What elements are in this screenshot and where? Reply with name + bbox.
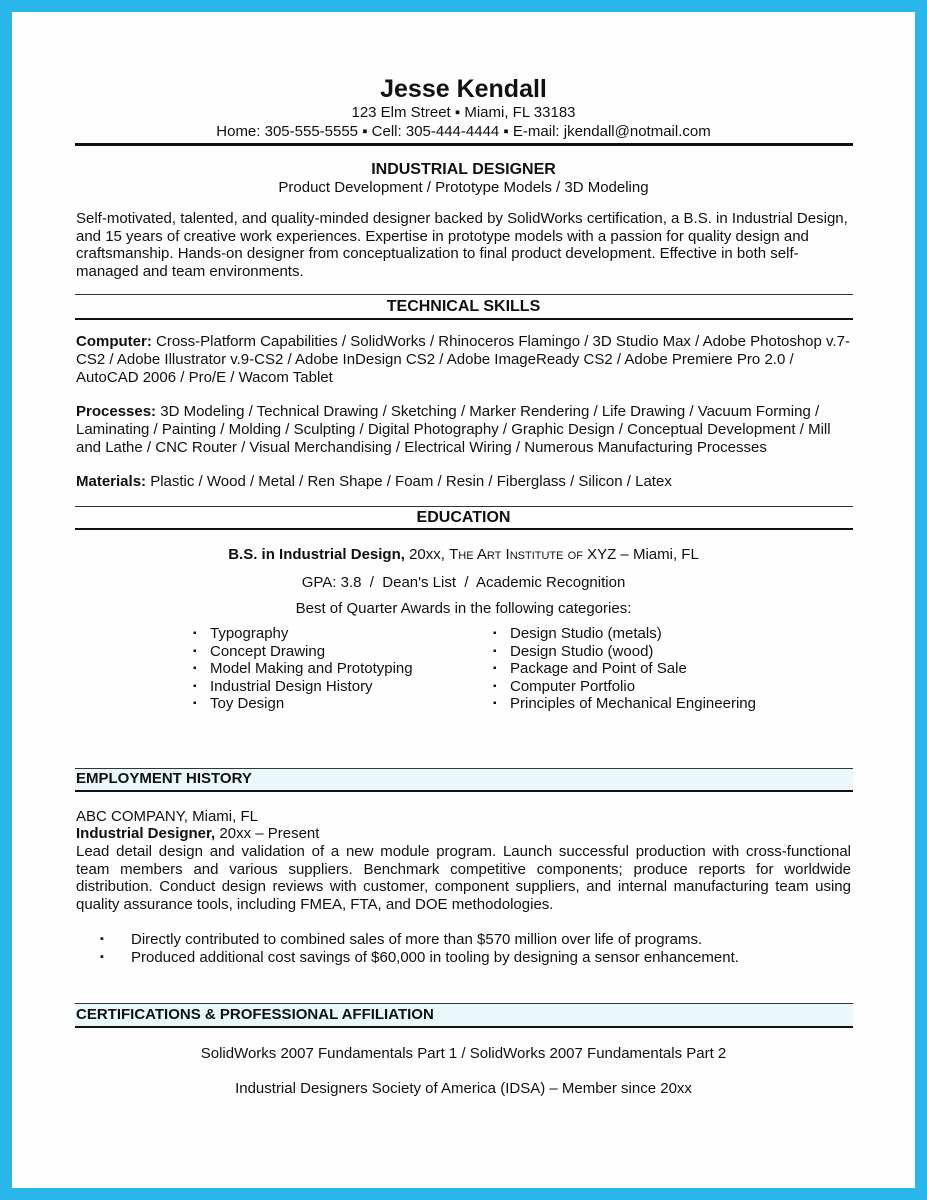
education-bottom-rule: [75, 528, 853, 530]
specialties-line: Product Development / Prototype Models / 3D Modeling: [278, 179, 649, 196]
position-dates: 20xx – Present: [215, 825, 320, 842]
list-item: ▪ Package and Point of Sale: [493, 660, 687, 677]
header-divider: [75, 143, 853, 146]
address-line: 123 Elm Street ▪ Miami, FL 33183: [351, 104, 576, 121]
skills-bottom-rule: [75, 318, 853, 320]
employment-section-bar: [75, 768, 853, 792]
bullet-icon: ▪: [493, 663, 497, 674]
list-item: ▪ Design Studio (wood): [493, 642, 654, 660]
process-skills-text: 3D Modeling / Technical Drawing / Sketching / Marker Rendering / Life Drawing / Vacuum Forming / Laminating / Painting / Molding / Sculpting / Digital Photography / Graphic Design / Conceptual Development / Mill and Lathe / CNC Router / Visual Merchandising / Electrical Wiring / Numerous Manufacturing Processes: [76, 403, 831, 456]
bullet-icon: ▪: [100, 950, 104, 963]
material-skills-text: Plastic / Wood / Metal / Ren Shape / Foam / Resin / Fiberglass / Silicon / Latex: [146, 473, 672, 490]
bullet-icon: ▪: [193, 663, 197, 674]
degree-year: 20xx,: [404, 546, 450, 563]
position-title: Industrial Designer,: [76, 825, 216, 842]
material-skills: [76, 473, 851, 491]
education-top-rule: [75, 506, 853, 507]
computer-label: Computer:: [76, 333, 152, 350]
skills-heading: TECHNICAL SKILLS: [386, 298, 541, 315]
awards-list-right: [493, 625, 756, 713]
list-item: ▪ Computer Portfolio: [493, 677, 636, 695]
process-skills: [76, 403, 851, 457]
list-item: ▪ Produced additional cost savings of $60,000 in tooling by designing a sensor enhancement.: [100, 948, 739, 966]
list-item: ▪ Design Studio (metals): [493, 625, 662, 642]
list-item: ▪ Concept Drawing: [193, 642, 326, 660]
bullet-icon: ▪: [493, 628, 497, 639]
certification-line: SolidWorks 2007 Fundamentals Part 1 / SolidWorks 2007 Fundamentals Part 2: [200, 1045, 727, 1062]
bullet-icon: ▪: [493, 645, 497, 657]
bullet-icon: ▪: [100, 933, 104, 945]
position-line: [76, 825, 851, 843]
bullet-icon: ▪: [193, 645, 197, 657]
degree: B.S. in Industrial Design,: [228, 546, 405, 563]
company-line: ABC COMPANY, Miami, FL: [76, 808, 258, 825]
computer-skills: [76, 333, 851, 387]
list-item: ▪ Directly contributed to combined sales of more than $570 million over life of programs.: [100, 931, 703, 948]
list-item: ▪ Model Making and Prototyping: [193, 660, 413, 677]
bullet-icon: ▪: [193, 680, 197, 692]
profile-summary: Self-motivated, talented, and quality-minded designer backed by SolidWorks certification, a B.S. in Industrial Design, and 15 years of creative work experiences. Expertise in prototype models with a passion for quality design and craftsmanship. Hands-on designer from conceptualization to final product development. Effective in both self-managed and team environments.: [76, 210, 848, 281]
candidate-name: Jesse Kendall: [380, 75, 547, 103]
awards-intro: Best of Quarter Awards in the following categories:: [295, 600, 632, 617]
bullet-icon: ▪: [493, 680, 497, 692]
materials-label: Materials:: [76, 473, 147, 490]
list-item: ▪ Typography: [193, 625, 289, 642]
school-location: – Miami, FL: [616, 546, 699, 563]
processes-label: Processes:: [76, 403, 157, 420]
achievements-list: [100, 931, 840, 966]
job-title: INDUSTRIAL DESIGNER: [371, 161, 556, 178]
computer-skills-text: Cross-Platform Capabilities / SolidWorks / Rhinoceros Flamingo / 3D Studio Max / Adobe Photoshop v.7-CS2 / Adobe Illustrator v.9-CS2 / Adobe InDesign CS2 / Adobe ImageReady CS2 / Adobe Premiere Pro 2.0 / AutoCAD 2006 / Pro/E / Wacom Tablet: [76, 333, 850, 386]
bullet-icon: ▪: [193, 698, 197, 709]
bullet-icon: ▪: [493, 698, 497, 709]
employment-heading: EMPLOYMENT HISTORY: [76, 770, 252, 787]
bullet-icon: ▪: [193, 628, 197, 639]
certifications-heading: CERTIFICATIONS & PROFESSIONAL AFFILIATION: [76, 1006, 434, 1023]
degree-line: [0, 546, 927, 564]
awards-list-left: [193, 625, 413, 713]
list-item: ▪ Toy Design: [193, 695, 285, 712]
affiliation-line: Industrial Designers Society of America (IDSA) – Member since 20xx: [235, 1080, 692, 1097]
education-heading: EDUCATION: [416, 509, 511, 526]
school-name: The Art Institute of XYZ: [449, 546, 617, 563]
skills-top-rule: [75, 294, 853, 295]
job-description: Lead detail design and validation of a new module program. Launch successful production with cross-functional team members and various suppliers. Benchmark competitive components; produce reports for worldwide distribution. Conduct design reviews with customer, component suppliers, and internal manufacturing team using quality assurance tools, including FMEA, FTA, and DOE methodologies.: [76, 843, 851, 913]
certifications-section-bar: [75, 1003, 853, 1028]
contact-line: Home: 305-555-5555 ▪ Cell: 305-444-4444 ▪ E-mail: jkendall@notmail.com: [216, 123, 711, 140]
list-item: ▪ Principles of Mechanical Engineering: [493, 695, 756, 712]
gpa-line: GPA: 3.8 / Dean's List / Academic Recognition: [301, 574, 626, 591]
list-item: ▪ Industrial Design History: [193, 677, 373, 695]
